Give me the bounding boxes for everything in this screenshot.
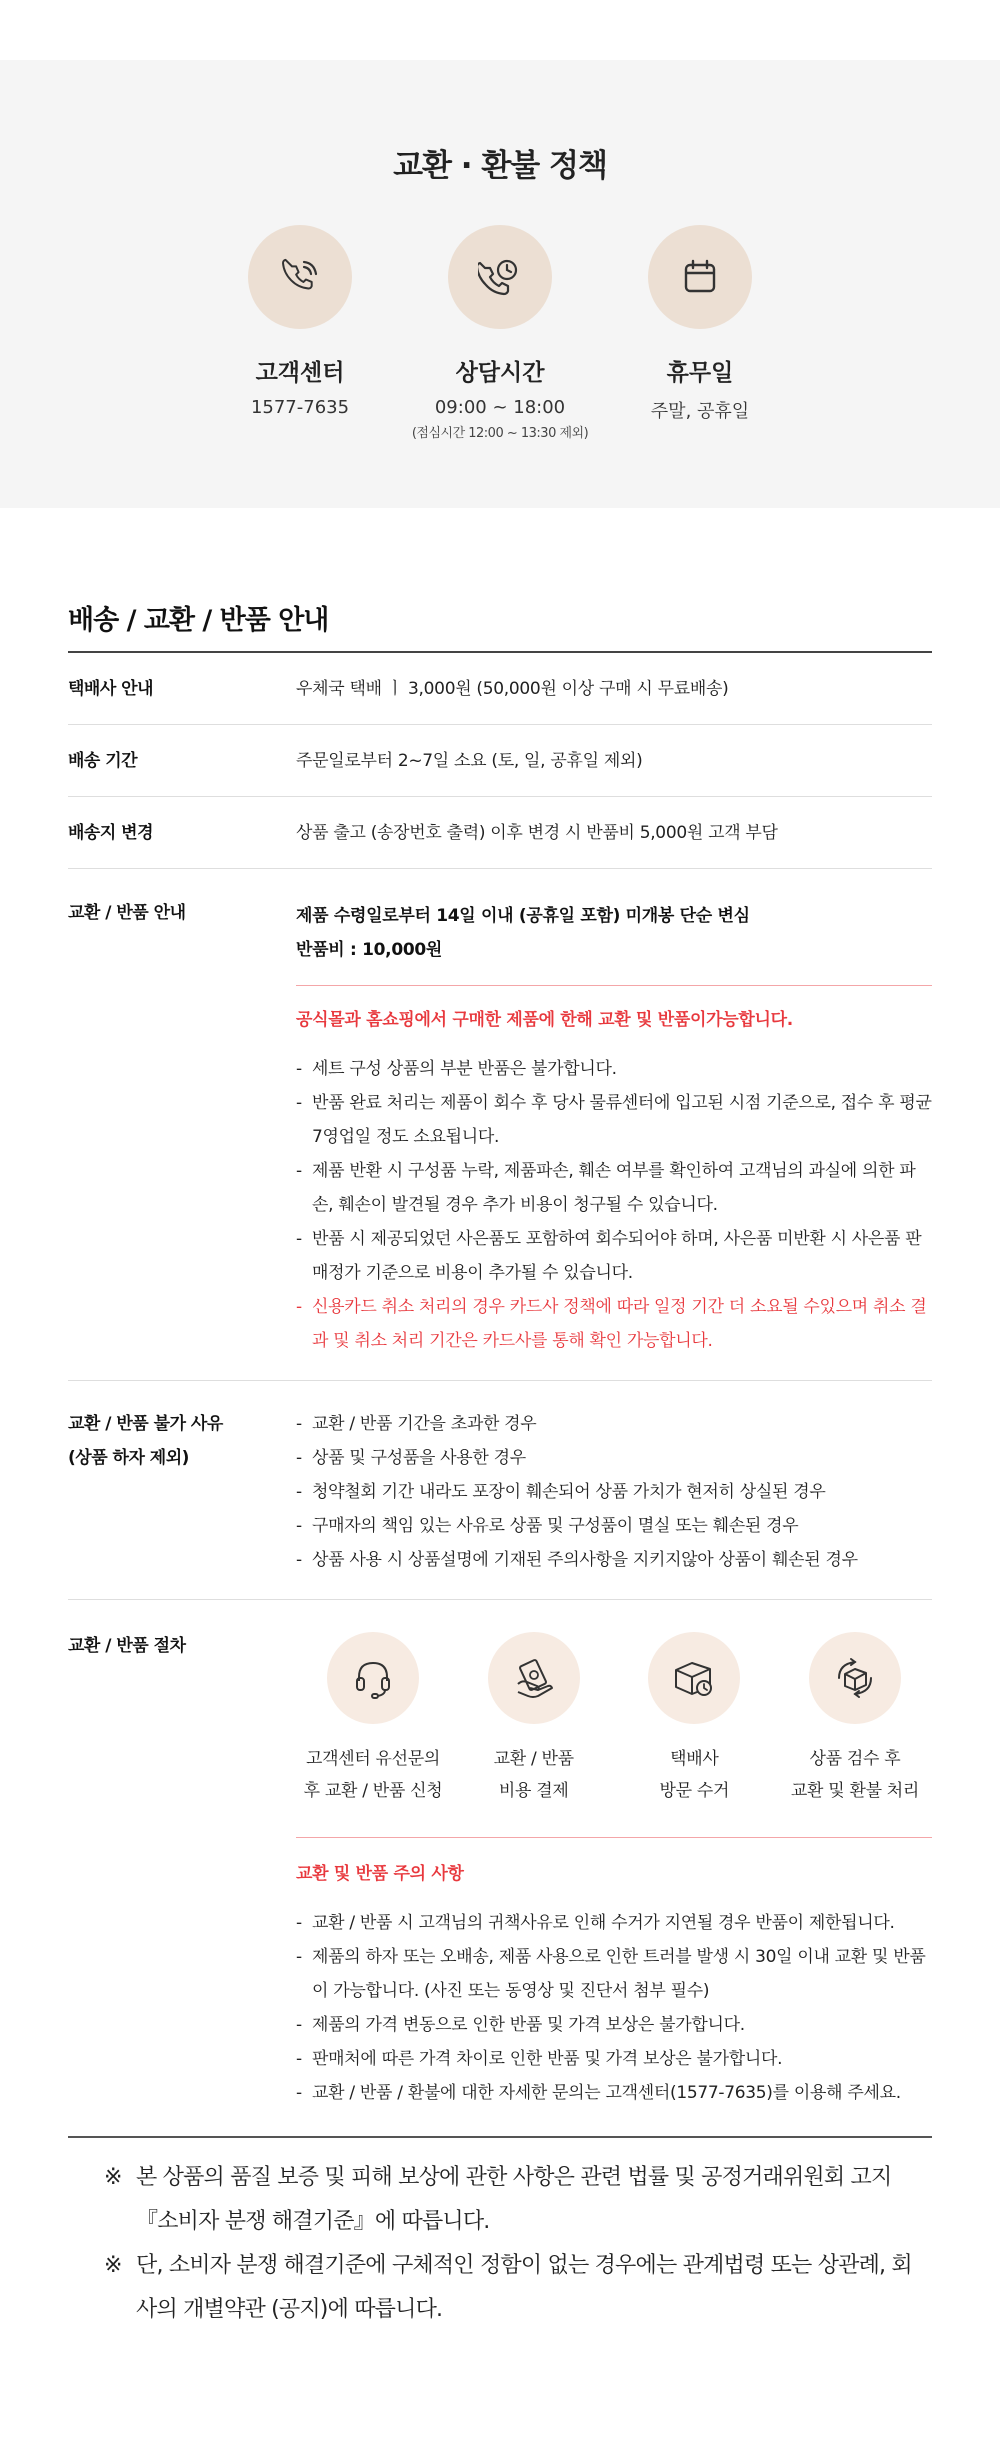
step-label-line: 상품 검수 후 xyxy=(809,1749,901,1769)
notice-text: 본 상품의 품질 보증 및 피해 보상에 관한 사항은 관련 법률 및 공정거래위원회 고지 『소비자 분쟁 해결기준』에 따릅니다. xyxy=(136,2165,892,2234)
notice-item xyxy=(104,2156,932,2244)
contact-hours xyxy=(400,225,600,441)
exchange-condition: 제품 수령일로부터 14일 이내 (공휴일 포함) 미개봉 단순 변심 xyxy=(296,906,750,926)
procedure-step xyxy=(298,1632,448,1807)
row-address-change xyxy=(68,797,932,869)
list-item: - 제품 반환 시 구성품 누락, 제품파손, 훼손 여부를 확인하여 고객님의 과실에 의한 파손, 훼손이 발견될 경우 추가 비용이 청구될 수 있습니다. xyxy=(296,1154,932,1222)
row-label: 택배사 안내 xyxy=(68,678,154,699)
contact-value: 1577-7635 xyxy=(250,397,350,418)
procedure-step xyxy=(459,1632,609,1807)
clock-phone-icon xyxy=(448,225,552,329)
shipping-section xyxy=(0,598,1000,2332)
contact-value: 주말, 공휴일 xyxy=(650,401,750,422)
divider xyxy=(296,985,932,986)
contact-customer-center xyxy=(200,225,400,418)
step-label-line: 교환 및 환불 처리 xyxy=(790,1781,920,1801)
step-label-line: 후 교환 / 반품 신청 xyxy=(303,1781,443,1801)
not-allowed-content xyxy=(296,1407,932,1577)
exchange-content xyxy=(296,899,932,1358)
contact-label: 고객센터 xyxy=(255,360,345,386)
headset-icon xyxy=(327,1632,419,1724)
exchange-notice-heading: 공식몰과 홈쇼핑에서 구매한 제품에 한해 교환 및 반품이가능합니다. xyxy=(296,1010,793,1030)
row-label: 배송 기간 xyxy=(68,750,138,771)
step-label xyxy=(298,1743,448,1807)
row-procedure xyxy=(68,1600,932,2136)
step-label-line: 방문 수거 xyxy=(659,1781,730,1801)
row-label-line: 교환 / 반품 불가 사유 xyxy=(68,1414,223,1434)
contact-value: 09:00 ~ 18:00 xyxy=(434,397,566,418)
procedure-steps xyxy=(296,1632,932,1807)
contact-label: 상담시간 xyxy=(455,360,545,386)
list-item: - 상품 사용 시 상품설명에 기재된 주의사항을 지키지않아 상품이 훼손된 경우 xyxy=(296,1543,932,1577)
not-allowed-list xyxy=(296,1407,932,1577)
step-label-line: 교환 / 반품 xyxy=(493,1749,574,1769)
row-label xyxy=(68,1407,296,1577)
policy-section xyxy=(0,60,1000,508)
legal-notice xyxy=(68,2138,932,2332)
reference-mark: ※ xyxy=(104,2253,122,2278)
exchange-list xyxy=(296,1052,932,1358)
list-item: - 제품의 하자 또는 오배송, 제품 사용으로 인한 트러블 발생 시 30일 이내 교환 및 반품이 가능합니다. (사진 또는 동영상 및 진단서 첨부 필수) xyxy=(296,1940,932,2008)
step-label xyxy=(459,1743,609,1807)
caution-heading: 교환 및 반품 주의 사항 xyxy=(296,1864,464,1884)
divider xyxy=(296,1837,932,1838)
row-label: 교환 / 반품 절차 xyxy=(68,1636,186,1656)
row-exchange-guide xyxy=(68,869,932,1381)
step-label-line: 비용 결제 xyxy=(498,1781,569,1801)
row-not-allowed xyxy=(68,1381,932,1600)
list-item: - 교환 / 반품 기간을 초과한 경우 xyxy=(296,1407,932,1441)
step-label xyxy=(780,1743,930,1807)
list-item: - 상품 및 구성품을 사용한 경우 xyxy=(296,1441,932,1475)
delivery-box-icon xyxy=(648,1632,740,1724)
procedure-step xyxy=(780,1632,930,1807)
list-item: - 교환 / 반품 시 고객님의 귀책사유로 인해 수거가 지연될 경우 반품이 제한됩니다. xyxy=(296,1906,932,1940)
return-fee: 반품비 : 10,000원 xyxy=(296,940,443,960)
step-label xyxy=(619,1743,769,1807)
calendar-icon xyxy=(648,225,752,329)
row-content: 상품 출고 (송장번호 출력) 이후 변경 시 반품비 5,000원 고객 부담 xyxy=(296,822,778,843)
row-content: 주문일로부터 2~7일 소요 (토, 일, 공휴일 제외) xyxy=(296,750,643,771)
procedure-step xyxy=(619,1632,769,1807)
caution-list xyxy=(296,1906,932,2110)
row-content: 우체국 택배 ㅣ 3,000원 (50,000원 이상 구매 시 무료배송) xyxy=(296,678,729,699)
list-item: - 제품의 가격 변동으로 인한 반품 및 가격 보상은 불가합니다. xyxy=(296,2008,932,2042)
row-label-line: (상품 하자 제외) xyxy=(68,1448,189,1468)
procedure-content xyxy=(296,1632,932,2110)
phone-icon xyxy=(248,225,352,329)
contact-label: 휴무일 xyxy=(666,360,734,386)
list-item-red: - 신용카드 취소 처리의 경우 카드사 정책에 따라 일정 기간 더 소요될 수있으며 취소 결과 및 취소 처리 기간은 카드사를 통해 확인 가능합니다. xyxy=(296,1290,932,1358)
notice-item xyxy=(104,2244,932,2332)
notice-text: 단, 소비자 분쟁 해결기준에 구체적인 정함이 없는 경우에는 관계법령 또는 상관례, 회사의 개별약관 (공지)에 따릅니다. xyxy=(136,2253,912,2322)
list-item: - 세트 구성 상품의 부분 반품은 불가합니다. xyxy=(296,1052,932,1086)
list-item: - 교환 / 반품 / 환불에 대한 자세한 문의는 고객센터(1577-7635)를 이용해 주세요. xyxy=(296,2076,932,2110)
contact-note: (점심시간 12:00 ~ 13:30 제외) xyxy=(411,426,589,441)
policy-title: 교환 · 환불 정책 xyxy=(393,148,607,184)
contact-holidays xyxy=(600,225,800,423)
payment-icon xyxy=(488,1632,580,1724)
list-item: - 청약철회 기간 내라도 포장이 훼손되어 상품 가치가 현저히 상실된 경우 xyxy=(296,1475,932,1509)
list-item: - 판매처에 따른 가격 차이로 인한 반품 및 가격 보상은 불가합니다. xyxy=(296,2042,932,2076)
step-label-line: 고객센터 유선문의 xyxy=(305,1749,441,1769)
section-title: 배송 / 교환 / 반품 안내 xyxy=(68,598,932,653)
row-delivery-period xyxy=(68,725,932,797)
reference-mark: ※ xyxy=(104,2165,122,2190)
list-item: - 반품 완료 처리는 제품이 회수 후 당사 물류센터에 입고된 시점 기준으로, 접수 후 평균 7영업일 정도 소요됩니다. xyxy=(296,1086,932,1154)
row-courier xyxy=(68,653,932,725)
list-item: - 구매자의 책임 있는 사유로 상품 및 구성품이 멸실 또는 훼손된 경우 xyxy=(296,1509,932,1543)
list-item: - 반품 시 제공되었던 사은품도 포함하여 회수되어야 하며, 사은품 미반환 시 사은품 판매정가 기준으로 비용이 추가될 수 있습니다. xyxy=(296,1222,932,1290)
row-label: 배송지 변경 xyxy=(68,822,154,843)
row-label: 교환 / 반품 안내 xyxy=(68,903,186,923)
box-return-icon xyxy=(809,1632,901,1724)
step-label-line: 택배사 xyxy=(670,1749,719,1769)
